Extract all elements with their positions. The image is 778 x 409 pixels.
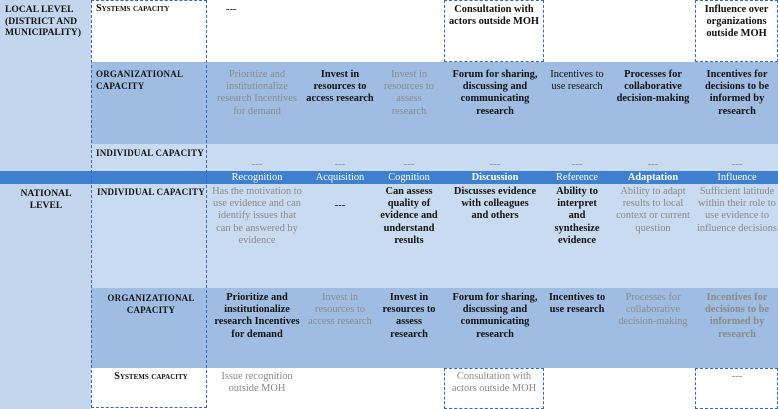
national-org-cognition: Invest in resources to assess research [382, 292, 436, 340]
local-ind-discussion: --- [489, 159, 501, 170]
national-org-acquisition: Invest in resources to access research [308, 292, 372, 328]
local-ind-influence: --- [731, 159, 743, 170]
stage-cognition: Cognition [388, 172, 430, 183]
local-ind-adaptation: --- [647, 159, 659, 170]
national-ind-reference: Ability to interpret and synthesize evidence [554, 186, 600, 246]
local-systems-discussion: Consultation with actors outside MOH [448, 4, 540, 28]
national-org-influence: Incentives for decisions to be informed by research [704, 292, 770, 340]
local-ind-recognition: --- [251, 159, 263, 170]
national-sys-influence: --- [731, 371, 743, 382]
national-level-label: NATIONAL LEVEL [20, 188, 72, 211]
national-org-adaptation: Processes for collaborative decision-making [618, 292, 688, 328]
national-ind-acquisition: --- [334, 200, 346, 211]
stage-recognition: Recognition [231, 172, 283, 183]
local-org-influence: Incentives for decisions to be informed by research [704, 69, 770, 117]
national-systems-label: Systems capacity [114, 371, 188, 382]
local-level-label: LOCAL LEVEL (DISTRICT AND MUNICIPALITY) [5, 4, 82, 39]
national-ind-adaptation: Ability to adapt results to local context or current question [616, 186, 690, 234]
local-ind-acquisition: --- [334, 159, 346, 170]
local-ind-reference: --- [571, 159, 583, 170]
national-ind-discussion: Discusses evidence with colleagues and others [453, 186, 537, 222]
national-ind-recognition: Has the motivation to use evidence and can identify issues that can be answered by evidence [212, 186, 302, 246]
national-ind-influence: Sufficient latitude within their role to use evidence to influence decisions [697, 186, 777, 234]
stage-adaptation: Adaptation [627, 172, 679, 183]
local-org-cognition: Invest in resources to assess research [384, 69, 434, 117]
local-org-adaptation: Processes for collaborative decision-making [616, 69, 690, 105]
stage-discussion: Discussion [471, 172, 519, 183]
local-individual-label: INDIVIDUAL CAPACITY [96, 148, 204, 158]
national-org-discussion: Forum for sharing, discussing and communicating research [452, 292, 538, 340]
stage-influence: Influence [717, 172, 757, 183]
national-organizational-label: ORGANIZATIONAL CAPACITY [107, 293, 195, 315]
local-org-discussion: Forum for sharing, discussing and communicating research [452, 69, 538, 117]
local-organizational-label: ORGANIZATIONAL CAPACITY [96, 69, 183, 91]
local-systems-influence: Influence over organizations outside MOH [704, 4, 769, 40]
stage-reference: Reference [555, 172, 599, 183]
national-org-reference: Incentives to use research [548, 292, 606, 316]
national-sys-recognition: Issue recognition outside MOH [221, 371, 293, 395]
national-ind-cognition: Can assess quality of evidence and understand results [380, 186, 438, 246]
label-column-outline [91, 0, 207, 408]
local-systems-recognition: --- [226, 4, 237, 15]
stage-acquisition: Acquisition [315, 172, 365, 183]
local-ind-cognition: --- [403, 159, 415, 170]
national-sys-discussion: Consultation with actors outside MOH [451, 371, 537, 395]
national-org-recognition: Prioritize and institutionalize research Incentives for demand [214, 292, 300, 340]
local-org-reference: Incentives to use research [550, 69, 604, 93]
local-org-acquisition: Invest in resources to access research [306, 69, 374, 105]
local-org-recognition: Prioritize and institutionalize research Incentives for demand [217, 69, 297, 117]
national-individual-label: INDIVIDUAL CAPACITY [97, 187, 205, 197]
local-systems-label: Systems capacity [96, 3, 170, 14]
